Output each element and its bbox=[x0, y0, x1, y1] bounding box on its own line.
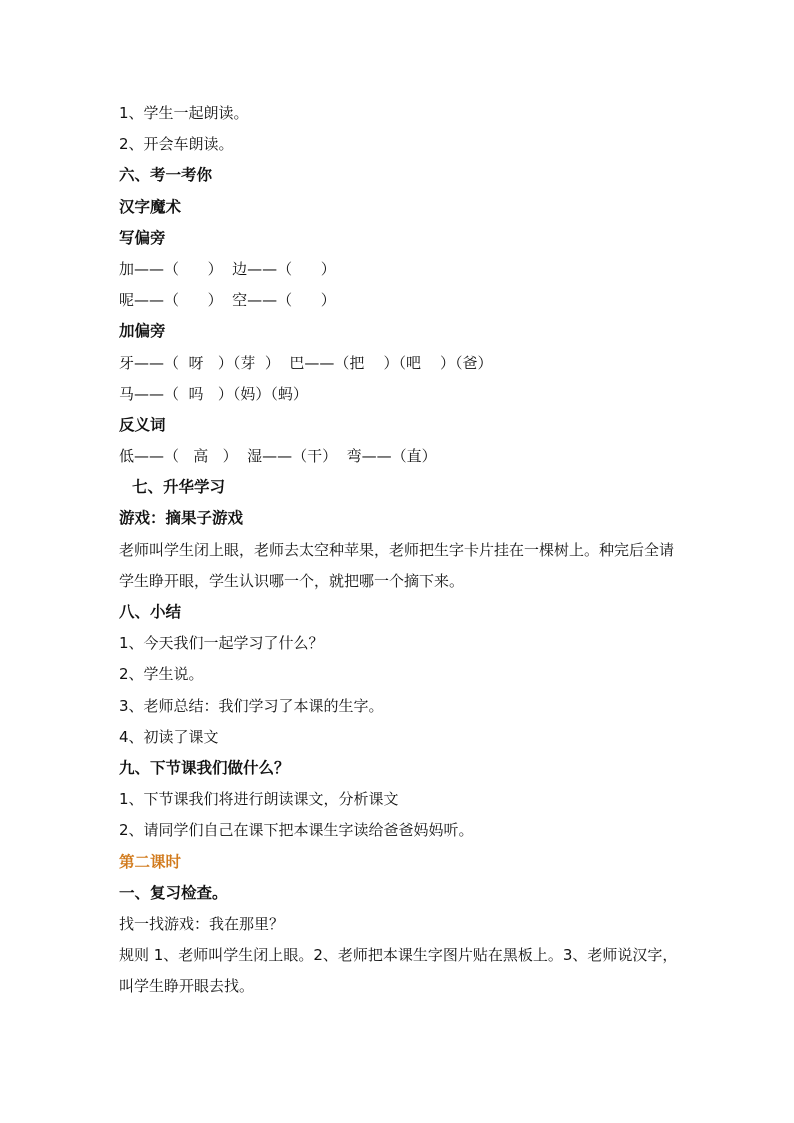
step-read-together: 1、学生一起朗读。 bbox=[119, 104, 249, 122]
subheading-write-radical: 写偏旁 bbox=[119, 228, 166, 247]
section-heading-6: 六、考一考你 bbox=[119, 166, 213, 185]
subheading-add-radical: 加偏旁 bbox=[119, 322, 166, 341]
subheading-character-magic: 汉字魔术 bbox=[119, 197, 182, 216]
subheading-antonyms: 反义词 bbox=[119, 415, 166, 434]
next-lesson-item: 1、下节课我们将进行朗读课文，分析课文 bbox=[119, 790, 399, 809]
exercise-line: 牙——（ 呀 ）（芽 ） 巴——（把 ）（吧 ）（爸） bbox=[119, 353, 493, 372]
exercise-line: 加——（ ） 边——（ ） bbox=[119, 259, 336, 278]
exercise-line: 低——（ 高 ） 湿——（干） 弯——（直） bbox=[119, 447, 437, 466]
subheading-game-pick-fruit: 游戏：摘果子游戏 bbox=[119, 509, 244, 528]
summary-item: 4、初读了课文 bbox=[119, 727, 219, 746]
section-heading-9: 九、下节课我们做什么？ bbox=[119, 758, 290, 777]
section-heading-7: 七、升华学习 bbox=[132, 478, 226, 497]
exercise-line: 马——（ 吗 ）（妈）（蚂） bbox=[119, 384, 308, 403]
paragraph-game-rules: 规则 1、老师叫学生闭上眼。2、老师把本课生字图片贴在黑板上。3、老师说汉字，叫学生睁开眼去找。 bbox=[119, 946, 678, 996]
summary-item: 2、学生说。 bbox=[119, 665, 204, 684]
summary-item: 1、今天我们一起学习了什么？ bbox=[119, 634, 324, 653]
lesson-heading-second-period: 第二课时 bbox=[119, 852, 182, 871]
section-heading-8: 八、小结 bbox=[119, 603, 182, 622]
summary-item: 3、老师总结：我们学习了本课的生字。 bbox=[119, 696, 384, 715]
document-page bbox=[119, 98, 679, 1003]
section-heading-review: 一、复习检查。 bbox=[119, 883, 228, 902]
next-lesson-item: 2、请同学们自己在课下把本课生字读给爸爸妈妈听。 bbox=[119, 821, 474, 840]
step-train-reading: 2、开会车朗读。 bbox=[119, 135, 234, 154]
paragraph-game-description: 老师叫学生闭上眼，老师去太空种苹果，老师把生字卡片挂在一棵树上。种完后全请学生睁开眼，学生认识哪一个，就把哪一个摘下来。 bbox=[119, 540, 675, 590]
exercise-line: 呢——（ ） 空——（ ） bbox=[119, 291, 336, 310]
game-title-line: 找一找游戏：我在那里？ bbox=[119, 914, 285, 933]
